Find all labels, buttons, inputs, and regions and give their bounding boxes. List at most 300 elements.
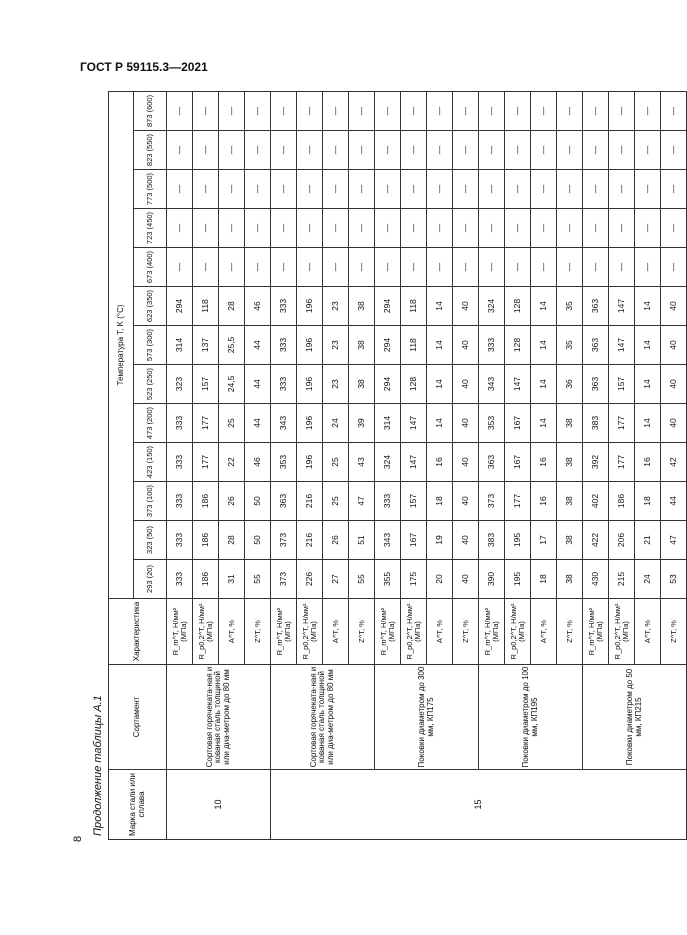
value-cell: 177: [609, 404, 635, 443]
value-cell: —: [193, 209, 219, 248]
value-cell: 383: [479, 521, 505, 560]
value-cell: —: [349, 131, 375, 170]
value-cell: —: [661, 91, 687, 130]
value-cell: 22: [219, 443, 245, 482]
value-cell: —: [167, 91, 193, 130]
value-cell: —: [557, 91, 583, 130]
value-cell: 333: [167, 482, 193, 521]
assortment-cell: Сортовая горячеката-ная и кованая сталь толщиной или диа-метром до 80 мм: [271, 665, 375, 770]
value-cell: 373: [479, 482, 505, 521]
value-cell: 128: [401, 365, 427, 404]
value-cell: —: [245, 248, 271, 287]
value-cell: 40: [661, 365, 687, 404]
value-cell: 343: [375, 521, 401, 560]
value-cell: 177: [505, 482, 531, 521]
value-cell: 196: [297, 287, 323, 326]
value-cell: 343: [479, 365, 505, 404]
value-cell: —: [453, 131, 479, 170]
temperature-cell: 523 (250): [134, 365, 167, 404]
value-cell: —: [661, 248, 687, 287]
value-cell: —: [167, 131, 193, 170]
value-cell: 40: [661, 404, 687, 443]
value-cell: 147: [609, 326, 635, 365]
value-cell: 363: [583, 326, 609, 365]
value-cell: 40: [453, 521, 479, 560]
value-cell: 14: [635, 287, 661, 326]
value-cell: —: [323, 248, 349, 287]
value-cell: 38: [557, 443, 583, 482]
value-cell: —: [531, 91, 557, 130]
value-cell: 383: [583, 404, 609, 443]
value-cell: 118: [401, 287, 427, 326]
value-cell: 18: [635, 482, 661, 521]
value-cell: —: [479, 91, 505, 130]
value-cell: 294: [375, 365, 401, 404]
value-cell: 314: [167, 326, 193, 365]
value-cell: 333: [167, 443, 193, 482]
value-cell: 177: [609, 443, 635, 482]
header-characteristic: Характеристика: [109, 599, 167, 665]
value-cell: 21: [635, 521, 661, 560]
value-cell: —: [583, 209, 609, 248]
value-cell: 128: [505, 287, 531, 326]
value-cell: 38: [557, 560, 583, 599]
header-mark: Марка стали или сплава: [109, 770, 167, 840]
value-cell: 40: [453, 404, 479, 443]
value-cell: —: [609, 248, 635, 287]
value-cell: —: [193, 91, 219, 130]
characteristic-cell: Z^T, %: [453, 599, 479, 665]
value-cell: —: [297, 91, 323, 130]
value-cell: 294: [375, 326, 401, 365]
value-cell: —: [219, 131, 245, 170]
properties-table: [108, 91, 687, 840]
value-cell: 19: [427, 521, 453, 560]
value-cell: 27: [323, 560, 349, 599]
temperature-cell: 723 (450): [134, 209, 167, 248]
value-cell: 25: [323, 482, 349, 521]
value-cell: 43: [349, 443, 375, 482]
value-cell: 46: [245, 443, 271, 482]
value-cell: 177: [193, 443, 219, 482]
value-cell: 38: [349, 287, 375, 326]
value-cell: —: [323, 209, 349, 248]
value-cell: 157: [401, 482, 427, 521]
value-cell: 38: [349, 326, 375, 365]
value-cell: —: [167, 209, 193, 248]
value-cell: —: [375, 131, 401, 170]
value-cell: —: [635, 170, 661, 209]
value-cell: 137: [193, 326, 219, 365]
value-cell: —: [557, 170, 583, 209]
value-cell: 14: [635, 404, 661, 443]
value-cell: —: [531, 131, 557, 170]
value-cell: —: [271, 131, 297, 170]
value-cell: 206: [609, 521, 635, 560]
document-title: ГОСТ Р 59115.3—2021: [80, 60, 208, 74]
value-cell: 333: [375, 482, 401, 521]
value-cell: 18: [531, 560, 557, 599]
value-cell: 46: [245, 287, 271, 326]
mark-cell: 10: [167, 770, 271, 840]
header-assortment: Сортамент: [109, 665, 167, 770]
value-cell: 363: [583, 365, 609, 404]
value-cell: 128: [505, 326, 531, 365]
value-cell: 167: [401, 521, 427, 560]
value-cell: 324: [479, 287, 505, 326]
value-cell: 20: [427, 560, 453, 599]
table-caption: Продолжение таблицы А.1: [92, 695, 104, 836]
value-cell: —: [297, 131, 323, 170]
value-cell: 353: [479, 404, 505, 443]
value-cell: —: [609, 131, 635, 170]
value-cell: 216: [297, 521, 323, 560]
value-cell: 26: [323, 521, 349, 560]
temperature-cell: 323 (50): [134, 521, 167, 560]
value-cell: 31: [219, 560, 245, 599]
value-cell: 40: [453, 482, 479, 521]
value-cell: 25,5: [219, 326, 245, 365]
value-cell: —: [557, 131, 583, 170]
value-cell: —: [479, 248, 505, 287]
value-cell: —: [635, 248, 661, 287]
temperature-cell: 773 (500): [134, 170, 167, 209]
value-cell: —: [531, 248, 557, 287]
value-cell: 333: [167, 404, 193, 443]
value-cell: 40: [453, 287, 479, 326]
value-cell: 40: [661, 326, 687, 365]
value-cell: 196: [297, 404, 323, 443]
value-cell: 23: [323, 287, 349, 326]
characteristic-cell: R_m^T, Н/мм² (МПа): [479, 599, 505, 665]
characteristic-cell: A^T, %: [635, 599, 661, 665]
value-cell: 16: [531, 443, 557, 482]
value-cell: 373: [271, 521, 297, 560]
assortment-cell: Поковки диаметром до 100 мм, КП195: [479, 665, 583, 770]
value-cell: 35: [557, 326, 583, 365]
value-cell: 324: [375, 443, 401, 482]
value-cell: —: [193, 248, 219, 287]
value-cell: —: [349, 248, 375, 287]
value-cell: 40: [453, 560, 479, 599]
characteristic-cell: A^T, %: [219, 599, 245, 665]
value-cell: —: [297, 170, 323, 209]
temperature-cell: 473 (200): [134, 404, 167, 443]
value-cell: —: [271, 91, 297, 130]
value-cell: 24: [323, 404, 349, 443]
value-cell: —: [193, 170, 219, 209]
value-cell: —: [583, 170, 609, 209]
value-cell: 422: [583, 521, 609, 560]
value-cell: —: [219, 91, 245, 130]
value-cell: —: [427, 209, 453, 248]
value-cell: —: [271, 170, 297, 209]
value-cell: 38: [557, 482, 583, 521]
table-row: [479, 91, 505, 839]
value-cell: 14: [531, 365, 557, 404]
value-cell: 14: [531, 287, 557, 326]
value-cell: 294: [375, 287, 401, 326]
value-cell: 28: [219, 287, 245, 326]
value-cell: —: [219, 248, 245, 287]
value-cell: —: [505, 131, 531, 170]
value-cell: —: [349, 209, 375, 248]
value-cell: —: [479, 170, 505, 209]
value-cell: 167: [505, 404, 531, 443]
characteristic-cell: R_p0,2^T, Н/мм² (МПа): [505, 599, 531, 665]
table-row: [375, 91, 401, 839]
value-cell: 38: [557, 404, 583, 443]
value-cell: —: [635, 131, 661, 170]
value-cell: 55: [349, 560, 375, 599]
value-cell: 26: [219, 482, 245, 521]
value-cell: 44: [245, 326, 271, 365]
value-cell: —: [401, 170, 427, 209]
value-cell: —: [219, 170, 245, 209]
value-cell: —: [453, 209, 479, 248]
value-cell: —: [453, 91, 479, 130]
value-cell: 53: [661, 560, 687, 599]
value-cell: —: [271, 248, 297, 287]
value-cell: 47: [349, 482, 375, 521]
value-cell: 17: [531, 521, 557, 560]
value-cell: —: [661, 131, 687, 170]
value-cell: 195: [505, 560, 531, 599]
value-cell: 40: [453, 365, 479, 404]
value-cell: 175: [401, 560, 427, 599]
temperature-cell: 373 (100): [134, 482, 167, 521]
value-cell: —: [609, 170, 635, 209]
value-cell: 363: [479, 443, 505, 482]
value-cell: 14: [531, 326, 557, 365]
value-cell: —: [583, 248, 609, 287]
value-cell: 16: [427, 443, 453, 482]
value-cell: —: [245, 91, 271, 130]
value-cell: —: [349, 91, 375, 130]
value-cell: 14: [531, 404, 557, 443]
value-cell: 314: [375, 404, 401, 443]
value-cell: —: [427, 248, 453, 287]
value-cell: —: [661, 170, 687, 209]
value-cell: 195: [505, 521, 531, 560]
value-cell: —: [297, 209, 323, 248]
value-cell: —: [531, 170, 557, 209]
characteristic-cell: Z^T, %: [661, 599, 687, 665]
value-cell: 147: [609, 287, 635, 326]
value-cell: —: [375, 170, 401, 209]
value-cell: 147: [401, 443, 427, 482]
value-cell: 40: [453, 326, 479, 365]
value-cell: —: [271, 209, 297, 248]
value-cell: 147: [505, 365, 531, 404]
value-cell: —: [505, 91, 531, 130]
value-cell: —: [609, 209, 635, 248]
value-cell: —: [635, 209, 661, 248]
value-cell: 50: [245, 521, 271, 560]
value-cell: 118: [193, 287, 219, 326]
value-cell: —: [505, 209, 531, 248]
value-cell: 18: [427, 482, 453, 521]
value-cell: —: [453, 248, 479, 287]
value-cell: —: [375, 91, 401, 130]
value-cell: —: [297, 248, 323, 287]
value-cell: 16: [531, 482, 557, 521]
value-cell: —: [557, 248, 583, 287]
characteristic-cell: R_p0,2^T, Н/мм² (МПа): [609, 599, 635, 665]
characteristic-cell: R_p0,2^T, Н/мм² (МПа): [297, 599, 323, 665]
value-cell: 35: [557, 287, 583, 326]
value-cell: 14: [427, 326, 453, 365]
value-cell: —: [479, 131, 505, 170]
value-cell: 363: [271, 482, 297, 521]
value-cell: 44: [245, 404, 271, 443]
value-cell: 355: [375, 560, 401, 599]
value-cell: —: [531, 209, 557, 248]
value-cell: 25: [219, 404, 245, 443]
value-cell: 226: [297, 560, 323, 599]
value-cell: 363: [583, 287, 609, 326]
value-cell: —: [635, 91, 661, 130]
value-cell: —: [219, 209, 245, 248]
value-cell: 14: [427, 287, 453, 326]
table-row: [271, 91, 297, 839]
characteristic-cell: R_p0,2^T, Н/мм² (МПа): [193, 599, 219, 665]
value-cell: 38: [349, 365, 375, 404]
temperature-cell: 623 (350): [134, 287, 167, 326]
value-cell: —: [245, 131, 271, 170]
temperature-cell: 823 (550): [134, 131, 167, 170]
value-cell: 196: [297, 365, 323, 404]
value-cell: —: [609, 91, 635, 130]
value-cell: 333: [271, 287, 297, 326]
value-cell: 24: [635, 560, 661, 599]
temperature-cell: 293 (20): [134, 560, 167, 599]
assortment-cell: Сортовая горячеката-ная и кованая сталь толщиной или диа-метром до 80 мм: [167, 665, 271, 770]
value-cell: —: [505, 170, 531, 209]
value-cell: 25: [323, 443, 349, 482]
value-cell: —: [427, 91, 453, 130]
value-cell: —: [453, 170, 479, 209]
value-cell: 42: [661, 443, 687, 482]
value-cell: —: [583, 91, 609, 130]
value-cell: —: [401, 248, 427, 287]
characteristic-cell: A^T, %: [323, 599, 349, 665]
value-cell: —: [245, 170, 271, 209]
value-cell: 147: [401, 404, 427, 443]
characteristic-cell: R_m^T, Н/мм² (МПа): [167, 599, 193, 665]
value-cell: 177: [193, 404, 219, 443]
value-cell: 402: [583, 482, 609, 521]
rotated-table-block: [92, 92, 679, 840]
value-cell: 38: [557, 521, 583, 560]
value-cell: 157: [609, 365, 635, 404]
value-cell: 23: [323, 365, 349, 404]
value-cell: —: [661, 209, 687, 248]
value-cell: 40: [453, 443, 479, 482]
value-cell: —: [505, 248, 531, 287]
value-cell: —: [245, 209, 271, 248]
value-cell: 333: [479, 326, 505, 365]
value-cell: —: [323, 131, 349, 170]
value-cell: 294: [167, 287, 193, 326]
value-cell: 353: [271, 443, 297, 482]
value-cell: 323: [167, 365, 193, 404]
temperature-cell: 873 (600): [134, 91, 167, 130]
value-cell: 186: [193, 521, 219, 560]
value-cell: 216: [297, 482, 323, 521]
value-cell: 196: [297, 443, 323, 482]
value-cell: —: [167, 170, 193, 209]
value-cell: 55: [245, 560, 271, 599]
value-cell: —: [401, 131, 427, 170]
value-cell: —: [427, 131, 453, 170]
value-cell: 186: [193, 482, 219, 521]
value-cell: —: [427, 170, 453, 209]
value-cell: —: [167, 248, 193, 287]
temperature-cell: 573 (300): [134, 326, 167, 365]
characteristic-cell: R_m^T, Н/мм² (МПа): [583, 599, 609, 665]
value-cell: —: [479, 209, 505, 248]
value-cell: 392: [583, 443, 609, 482]
characteristic-cell: Z^T, %: [245, 599, 271, 665]
value-cell: 186: [193, 560, 219, 599]
value-cell: 167: [505, 443, 531, 482]
value-cell: 333: [271, 326, 297, 365]
value-cell: 36: [557, 365, 583, 404]
value-cell: 186: [609, 482, 635, 521]
value-cell: —: [375, 209, 401, 248]
value-cell: 373: [271, 560, 297, 599]
value-cell: 343: [271, 404, 297, 443]
characteristic-cell: R_m^T, Н/мм² (МПа): [271, 599, 297, 665]
value-cell: 118: [401, 326, 427, 365]
value-cell: 44: [661, 482, 687, 521]
assortment-cell: Поковки диаметром до 50 мм, КП215: [583, 665, 687, 770]
value-cell: 390: [479, 560, 505, 599]
value-cell: 14: [635, 365, 661, 404]
value-cell: —: [349, 170, 375, 209]
value-cell: 333: [167, 521, 193, 560]
value-cell: 430: [583, 560, 609, 599]
value-cell: —: [323, 91, 349, 130]
value-cell: 14: [635, 326, 661, 365]
value-cell: —: [401, 91, 427, 130]
table-row: [167, 91, 193, 839]
value-cell: 333: [167, 560, 193, 599]
header-temperature: Температура T, K (°C): [109, 91, 134, 598]
temperature-cell: 423 (150): [134, 443, 167, 482]
value-cell: 47: [661, 521, 687, 560]
value-cell: 24,5: [219, 365, 245, 404]
value-cell: 14: [427, 365, 453, 404]
value-cell: —: [193, 131, 219, 170]
value-cell: 39: [349, 404, 375, 443]
value-cell: —: [583, 131, 609, 170]
value-cell: —: [323, 170, 349, 209]
value-cell: 51: [349, 521, 375, 560]
value-cell: 23: [323, 326, 349, 365]
value-cell: 50: [245, 482, 271, 521]
value-cell: 215: [609, 560, 635, 599]
value-cell: 196: [297, 326, 323, 365]
value-cell: 40: [661, 287, 687, 326]
characteristic-cell: R_p0,2^T, Н/мм² (МПа): [401, 599, 427, 665]
value-cell: 157: [193, 365, 219, 404]
value-cell: 28: [219, 521, 245, 560]
value-cell: 16: [635, 443, 661, 482]
characteristic-cell: A^T, %: [531, 599, 557, 665]
page-number: 8: [72, 835, 84, 842]
